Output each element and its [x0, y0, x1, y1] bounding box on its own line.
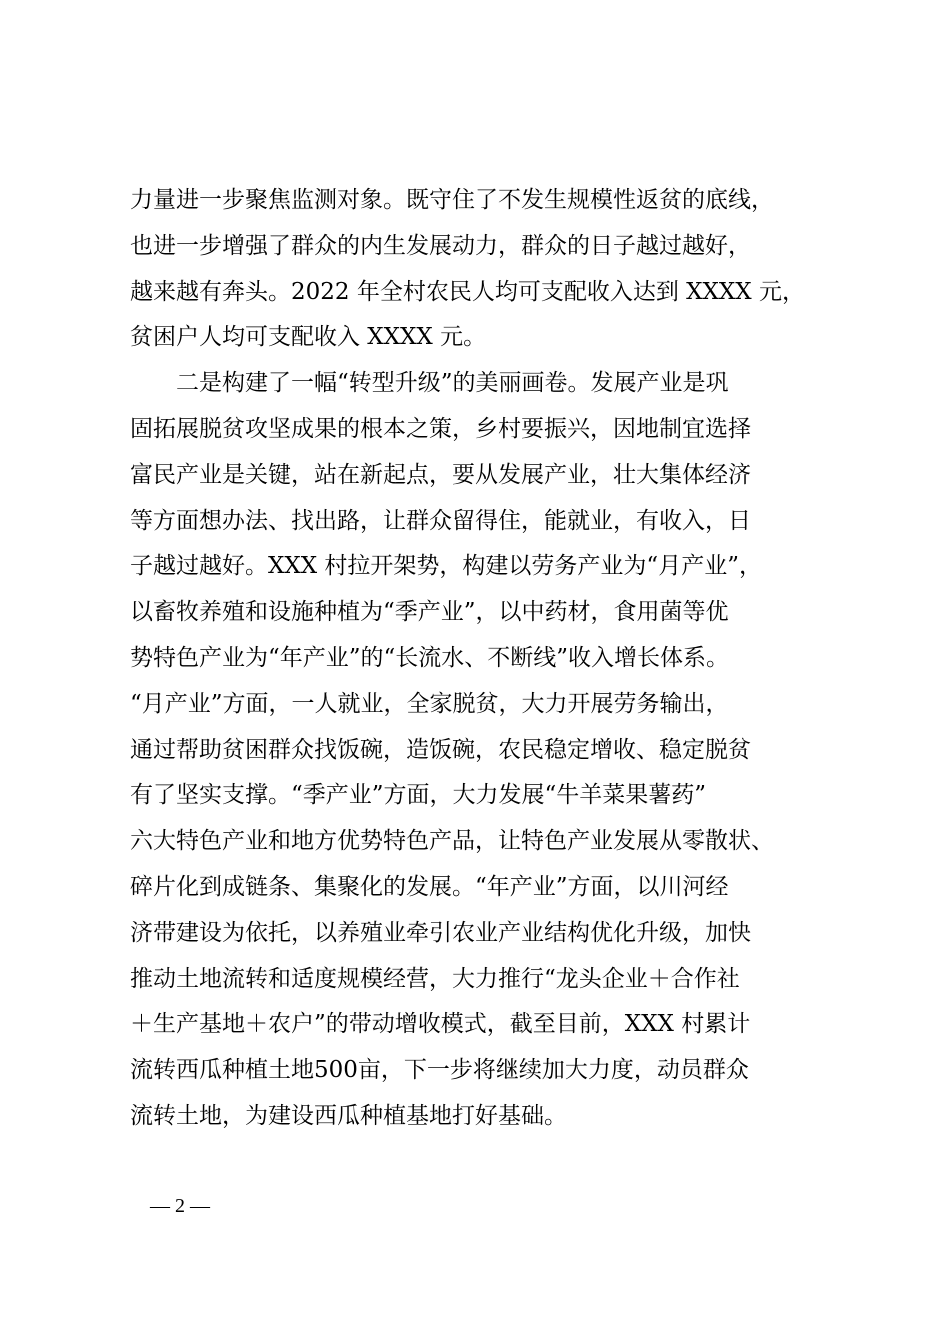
- text-line: 越来越有奔头。2022 年全村农民人均可支配收入达到 XXXX 元，: [130, 278, 805, 305]
- text-line: 二是构建了一幅“转型升级”的美丽画卷。发展产业是巩: [130, 370, 729, 397]
- text-line: 济带建设为依托，以养殖业牵引农业产业结构优化升级，加快: [130, 919, 751, 946]
- text-line: 固拓展脱贫攻坚成果的根本之策，乡村要振兴，因地制宜选择: [130, 415, 751, 442]
- text-line: 有了坚实支撑。“季产业”方面，大力发展“牛羊菜果薯药”: [130, 782, 707, 809]
- text-line: 流转土地，为建设西瓜种植基地打好基础。: [130, 1102, 567, 1129]
- text-line: 等方面想办法、找出路，让群众留得住，能就业，有收入，日: [130, 507, 751, 534]
- text-line: ＋生产基地＋农户”的带动增收模式，截至目前，XXX 村累计: [130, 1011, 751, 1038]
- text-line: 贫困户人均可支配收入 XXXX 元。: [130, 324, 487, 351]
- text-line: “月产业”方面，一人就业，全家脱贫，大力开展劳务输出，: [130, 690, 729, 717]
- body-text: [130, 178, 830, 1140]
- text-line: 通过帮助贫困群众找饭碗，造饭碗，农民稳定增收、稳定脱贫: [130, 736, 751, 763]
- text-line: 也进一步增强了群众的内生发展动力，群众的日子越过越好，: [130, 232, 751, 259]
- text-line: 势特色产业为“年产业”的“长流水、不断线”收入增长体系。: [130, 644, 730, 671]
- text-line: 子越过越好。XXX 村拉开架势，构建以劳务产业为“月产业”，: [130, 553, 762, 580]
- text-line: 碎片化到成链条、集聚化的发展。“年产业”方面，以川河经: [130, 873, 729, 900]
- text-line: 富民产业是关键，站在新起点，要从发展产业，壮大集体经济: [130, 461, 751, 488]
- text-line: 以畜牧养殖和设施种植为“季产业”，以中药材，食用菌等优: [130, 599, 729, 626]
- text-line: 力量进一步聚焦监测对象。既守住了不发生规模性返贫的底线，: [130, 187, 774, 213]
- text-line: 流转西瓜种植土地500亩，下一步将继续加大力度，动员群众: [130, 1057, 749, 1084]
- page-number: — 2 —: [150, 1195, 210, 1217]
- text-line: 推动土地流转和适度规模经营，大力推行“龙头企业＋合作社: [130, 965, 740, 992]
- text-line: 六大特色产业和地方优势特色产品，让特色产业发展从零散状、: [130, 828, 774, 855]
